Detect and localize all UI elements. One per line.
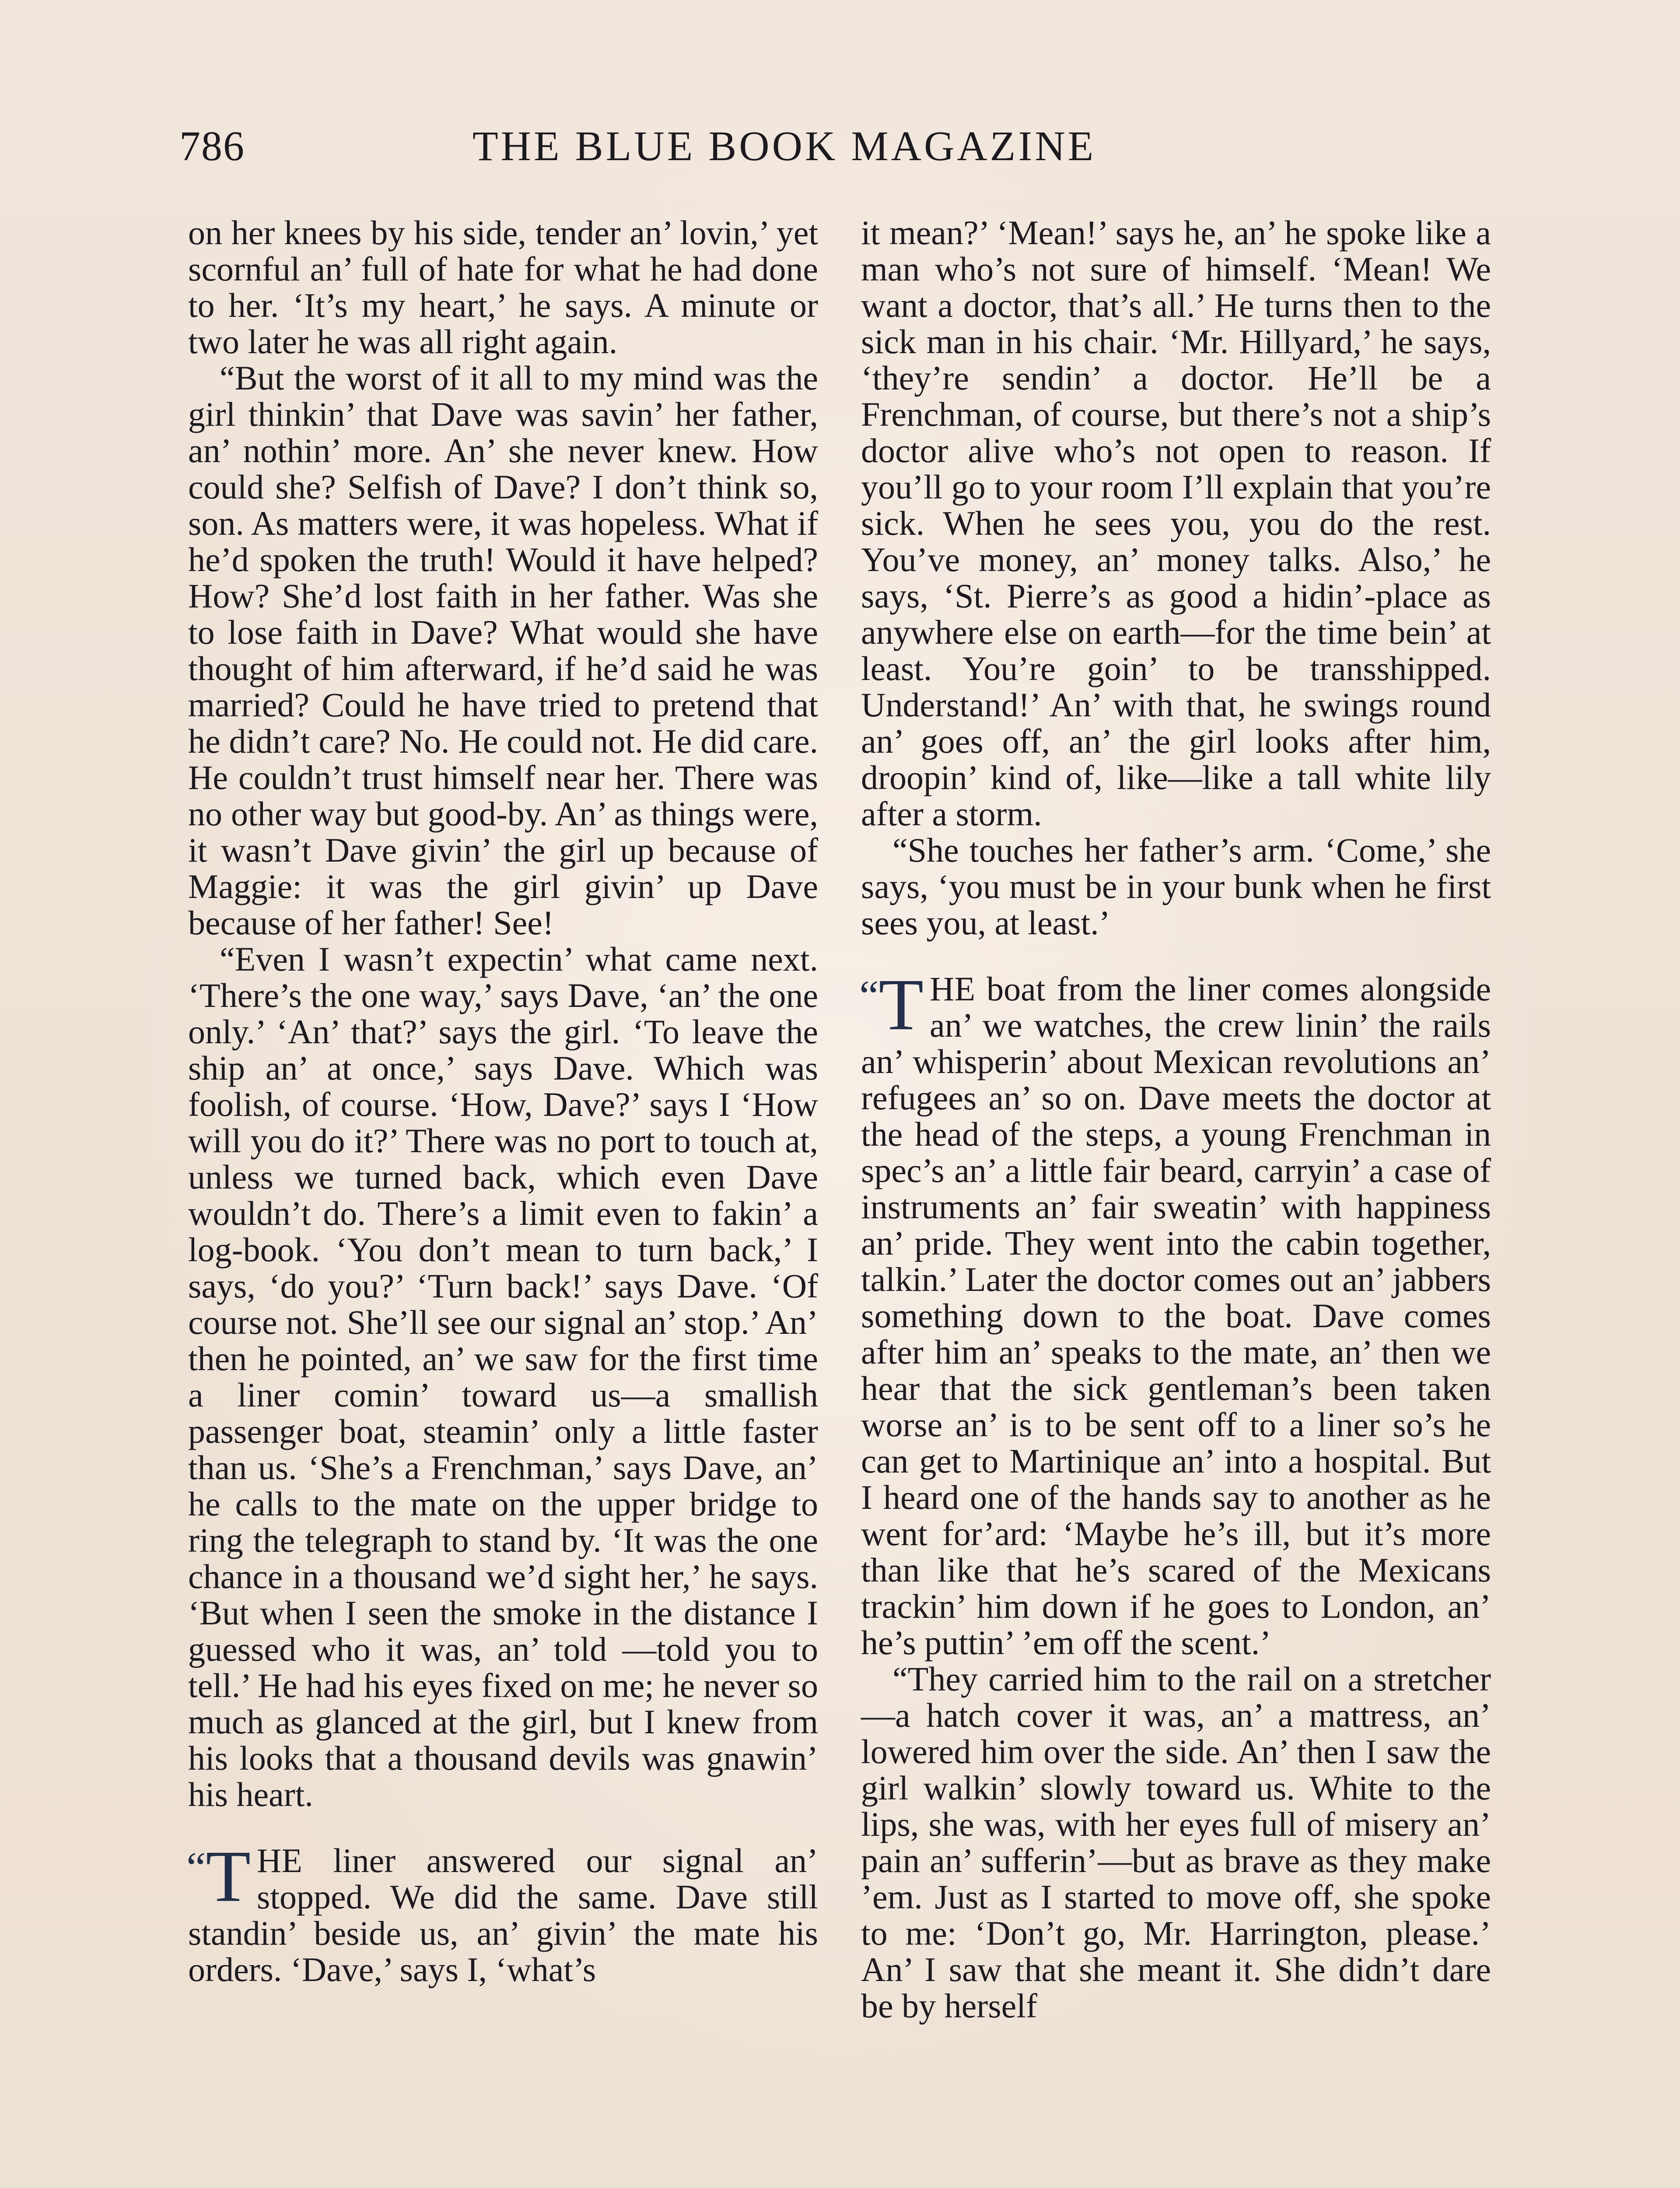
page-number: 786 — [179, 123, 245, 169]
drop-cap-letter: T — [878, 964, 924, 1045]
drop-cap-quote: “ — [186, 1843, 206, 1892]
paragraph: “Even I wasn’t expectin’ what came next. ‘There’s the one way,’ says Dave, ‘an’ the one only.’ ‘An’ that?’ says the girl. ‘To leave the ship an’ at once,’ says Dave. Which was foolish, of course. ‘How, Dave?’ says I ‘How will you do it?’ There was no port to touch at, unless we turned back, which even Dave wouldn’t do. There’s a limit even to fakin’ a log-book. ‘You don’t mean to turn back,’ I says, ‘do you?’ ‘Turn back!’ says Dave. ‘Of course not. She’ll see our signal an’ stop.’ An’ then he pointed, an’ we saw for the first time a liner comin’ toward us—a smallish passenger boat, steamin’ only a little faster than us. ‘She’s a Frenchman,’ says Dave, an’ he calls to the mate on the upper bridge to ring the telegraph to stand by. ‘It was the one chance in a thousand we’d sight her,’ he says. ‘But when I seen the smoke in the distance I guessed who it was, an’ told —told you to tell.’ He had his eyes fixed on me; he never so much as glanced at the girl, but I knew from his looks that a thousand devils was gnawin’ his heart. — [188, 940, 818, 1813]
paragraph: it mean?’ ‘Mean!’ says he, an’ he spoke like a man who’s not sure of himself. ‘Mean! We want a doctor, that’s all.’ He turns then to the sick man in his chair. ‘Mr. Hillyard,’ he says, ‘they’re sendin’ a doctor. He’ll be a Frenchman, of course, but there’s not a ship’s doctor alive who’s not open to reason. If you’ll go to your room I’ll explain that you’re sick. When he sees you, you do the rest. You’ve money, an’ money talks. Also,’ he says, ‘St. Pierre’s as good a hidin’-place as anywhere else on earth—for the time bein’ at least. You’re goin’ to be transshipped. Understand!’ An’ with that, he swings round an’ goes off, an’ the girl looks after him, droopin’ kind of, like—like a tall white lily after a storm. — [861, 214, 1491, 833]
drop-cap — [186, 1836, 251, 1917]
paragraph: on her knees by his side, tender an’ lovin,’ yet scornful an’ full of hate for what he had done to her. ‘It’s my heart,’ he says. A minute or two later he was all right again. — [188, 214, 818, 361]
left-column — [188, 214, 818, 1988]
drop-cap-quote: “ — [859, 971, 879, 1020]
right-column — [861, 214, 1491, 2024]
paragraph: “They carried him to the rail on a stretcher—a hatch cover it was, an’ a mattress, an’ lowered him over the side. An’ then I saw the girl walkin’ slowly toward us. White to the lips, she was, with her eyes full of misery an’ pain an’ sufferin’—but as brave as they make ’em. Just as I started to move off, she spoke to me: ‘Don’t go, Mr. Harrington, please.’ An’ I saw that she meant it. She didn’t dare be by herself — [861, 1660, 1491, 2025]
paragraph: HE liner answered our signal an’ stopped. We did the same. Dave still standin’ beside us, an’ givin’ the mate his orders. ‘Dave,’ says I, ‘what’s — [188, 1841, 818, 1988]
drop-cap — [859, 964, 924, 1045]
paragraph: “But the worst of it all to my mind was the girl thinkin’ that Dave was savin’ her father, an’ nothin’ more. An’ she never knew. How could she? Selfish of Dave? I don’t think so, son. As matters were, it was hopeless. What if he’d spoken the truth! Would it have helped? How? She’d lost faith in her father. Was she to lose faith in Dave? What would she have thought of him afterward, if he’d said he was married? Could he have tried to pretend that he didn’t care? No. He could not. He did care. He couldn’t trust himself near her. There was no other way but good-by. An’ as things were, it wasn’t Dave givin’ the girl up because of Maggie: it was the girl givin’ up Dave because of her father! See! — [188, 359, 818, 942]
section-start — [186, 1836, 818, 1988]
drop-cap-letter: T — [206, 1836, 251, 1917]
page-header — [179, 117, 1199, 183]
paragraph: HE boat from the liner comes alongside an’ we watches, the crew linin’ the rails an’ whisperin’ about Mexican revolutions an’ refugees an’ so on. Dave meets the doctor at the head of the steps, a young Frenchman in spec’s an’ a little fair beard, carryin’ a case of instruments an’ fair sweatin’ with happiness an’ pride. They went into the cabin together, talkin.’ Later the doctor comes out an’ jabbers something down to the boat. Dave comes after him an’ speaks to the mate, an’ then we hear that the sick gentleman’s been taken worse an’ is to be sent off to a liner so’s he can get to Martinique an’ into a hospital. But I heard one of the hands say to another as he went for’ard: ‘Maybe he’s ill, but it’s more than like that he’s scared of the Mexicans trackin’ him down if he goes to London, an’ he’s puttin’ ’em off the scent.’ — [861, 970, 1491, 1662]
paragraph: “She touches her father’s arm. ‘Come,’ she says, ‘you must be in your bunk when he first sees you, at least.’ — [861, 831, 1491, 942]
magazine-title: THE BLUE BOOK MAGAZINE — [472, 123, 1096, 169]
section-start — [859, 964, 1491, 1662]
